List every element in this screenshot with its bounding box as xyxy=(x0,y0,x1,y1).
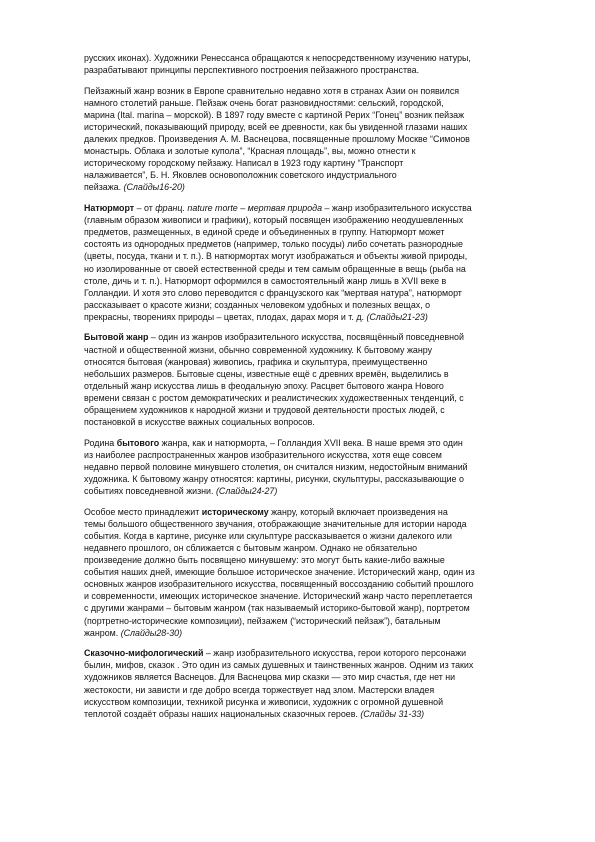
text-line: события. Когда в картине, рисунке или скульптуре рассказывается о жизни далекого или xyxy=(84,530,453,541)
text-line: жанра, как и натюрморта, – Голландия XVII века. В наше время это один xyxy=(159,437,463,448)
paragraph-p3 xyxy=(84,331,549,428)
text-line: русских иконах). Художники Ренессанса обращаются к непосредственному изучению натуры, xyxy=(84,53,471,63)
text-line: монастырь. Облака и золотые купола”, “Красная площадь”, вы, можно отнести к xyxy=(84,146,416,157)
text-line: из наиболее распространенных жанров изобразительного искусства, хотя еще совсем xyxy=(84,449,442,460)
text-line: произведение должно быть посвящено минувшему: это могут быть какие-либо важные xyxy=(84,555,445,566)
text-line: былин, мифов, сказок . Это один из самых душевных и таинственных жанров. Одним из таких xyxy=(84,660,474,671)
text-line: – жанр изобразительного искусства, герои которого персонажи xyxy=(203,648,467,659)
paragraph-p1 xyxy=(84,85,549,194)
text-line: прекрасны, творениях природы – цветах, плодах, дарах моря и т. д. xyxy=(84,311,364,322)
text-line: но изолированные от своей естественной среды и тем самым обращенные в вещь (рыба на xyxy=(84,263,466,274)
text-line: намного столетий раньше. Пейзаж очень богат разновидностями: сельский, городской, xyxy=(84,97,444,108)
text-line: и современности, имеющих историческое значение. Исторический жанр часто переплетается xyxy=(84,591,473,602)
text-line: столе, дичь и т. п.). Натюрморт оформился в самостоятельный жанр лишь в XVII веке в xyxy=(84,275,447,286)
text-line: налаживается”, Б. Н. Яковлев основоположник советского индустриального xyxy=(84,170,397,181)
text-line: теплотой создаёт образы наших национальных сказочных героев. xyxy=(84,708,358,719)
etymology: франц. nature morte – мертвая природа xyxy=(155,203,323,214)
slide-reference: (Слайды16-20) xyxy=(123,182,185,193)
paragraph-lead: Особое место принадлежит xyxy=(84,506,202,517)
paragraph-p5 xyxy=(84,506,549,639)
text-line: с другими жанрами – бытовым жанром (так называемый историко-бытовой жанр), портретом xyxy=(84,603,470,614)
genre-term: Бытовой жанр xyxy=(84,332,149,343)
text-line: времени связан с ростом демократических и реалистических художественных тенденций, с xyxy=(84,392,464,403)
text-line: обращением художников к народной жизни и трудовой деятельности простых людей, с xyxy=(84,405,445,416)
slide-reference: (Слайды 31-33) xyxy=(360,708,425,719)
text-line: рассказывает о красоте жизни; созданных человеком удобных и полезных вещах, о xyxy=(84,299,431,310)
text-line: жанру, который включает произведения на xyxy=(268,506,448,517)
text-line: художника. К бытовому жанру относятся: картины, рисунки, скульптуры, рассказывающие о xyxy=(84,474,464,484)
genre-term: Сказочно-мифологический xyxy=(84,648,204,659)
text-line: искусством композиции, техникой рисунка и живописи, художник с огромной душевной xyxy=(84,696,444,707)
paragraph-p6 xyxy=(84,647,549,720)
text-line: жанром. xyxy=(84,627,119,638)
slide-reference: (Слайды21-23) xyxy=(366,311,428,322)
genre-term: Натюрморт xyxy=(84,203,135,214)
text-line: события наших дней, имеющие большое историческое значение. Исторический жанр, один из xyxy=(84,567,475,578)
text-line: (портретно-исторические композиции), пейзажем (“исторический пейзаж”), батальным xyxy=(84,615,441,626)
text-line: событиях повседневной жизни. xyxy=(84,486,214,497)
text-line: основных жанров изобразительного искусства, посвященный воссозданию событий прошлого xyxy=(84,579,474,590)
text-line: историческому городскому пейзажу. Написал в 1923 году картину “Транспорт xyxy=(84,158,404,169)
slide-reference: (Слайды28-30) xyxy=(120,627,183,638)
text-line: Пейзажный жанр возник в Европе сравнительно недавно хотя в странах Азии он появился xyxy=(84,85,460,96)
text-line: недавнего прошлого, он сближается с бытовым жанром. Однако не обязательно xyxy=(84,542,418,553)
paragraph-p4 xyxy=(84,437,549,497)
text-line: марина (Ital. marina – морской). В 1897 году вместе с картиной Рерих “Гонец” возник пейзаж xyxy=(84,109,465,120)
text-line: недавно первой половине минувшего столетия, он считался низким, недостойным вниманий xyxy=(84,461,468,472)
text-line: (цветы, посуда, ткани и т. п.). В натюрмортах могут изображаться и объекты живой природы, xyxy=(84,251,468,262)
paragraph-p2 xyxy=(84,202,549,323)
text-line: далеких предков. Произведения А. М. Васнецова, посвященные прошлому Москве “Симонов xyxy=(84,134,470,145)
term-tail: – от xyxy=(134,203,156,214)
text-line: художников является Васнецов. Для Васнецова мир сказки — это мир счастья, где нет ни xyxy=(84,672,456,683)
slide-reference: (Слайды24-27) xyxy=(215,486,278,497)
genre-term: историческому xyxy=(201,506,269,517)
text-line: – один из жанров изобразительного искусства, посвящённый повседневной xyxy=(148,332,464,343)
text-line: отдельный жанр искусства лишь в феодальную эпоху. Расцвет бытового жанра Нового xyxy=(84,380,444,391)
text-line: – жанр изобразительного искусства xyxy=(322,203,472,214)
text-line: жестокости, ни зависти и где добро всегда торжествует над злом. Мастерски владея xyxy=(84,684,435,695)
text-line: небольших размеров. Бытовые сцены, известные ещё с древних времён, выделились в xyxy=(84,368,449,379)
text-line: относятся бытовая (жанровая) живопись, графика и скульптура, преимущественно xyxy=(84,356,428,367)
paragraph-lead: Родина xyxy=(84,437,117,448)
genre-term: бытового xyxy=(116,437,160,448)
text-line: состоять из однородных предметов (например, только посуды) либо сочетать разнородные xyxy=(84,239,463,250)
text-line: предметов, размещенных, в единой среде и объединенных в группу. Натюрморт может xyxy=(84,227,445,238)
text-line: частной и общественной жизни, обычно современной художнику. К бытовому жанру xyxy=(84,344,433,355)
text-line: пейзажа. xyxy=(84,182,122,193)
paragraph-p0 xyxy=(84,52,549,76)
text-line: разрабатывают принципы перспективного построения пейзажного пространства. xyxy=(84,65,420,76)
text-line: (главным образом живописи и графики), который посвящен изображению неодушевленных xyxy=(84,215,464,226)
text-line: Голландии. И хотя это слово переводится с французского как “мертвая натура”, натюрморт xyxy=(84,287,462,298)
text-line: исторический, показывающий природу, всей ее древности, как бы увиденной глазами наших xyxy=(84,121,468,132)
text-line: постановкой в искусстве важных социальных вопросов. xyxy=(84,417,315,428)
text-line: темы большого общественного звучания, отображающие значительные для истории народа xyxy=(84,518,467,529)
